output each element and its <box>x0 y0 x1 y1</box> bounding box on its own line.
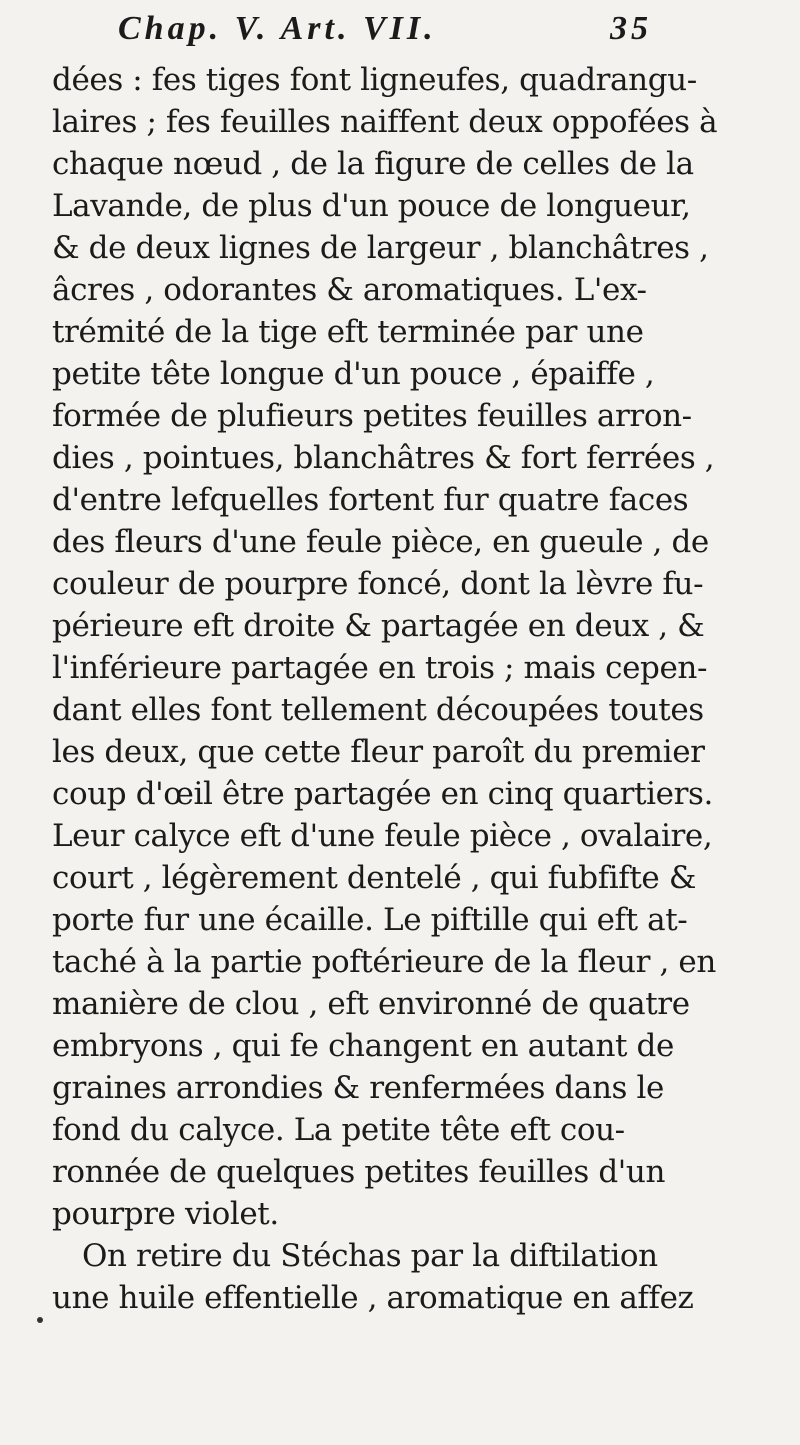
text-line: porte fur une écaille. Le piftille qui eft at- <box>52 902 688 938</box>
text-line: petite tête longue d'un pouce , épaiffe , <box>52 356 655 392</box>
text-line: Leur calyce eft d'une feule pièce , ovalaire, <box>52 818 713 854</box>
text-line: court , légèrement dentelé , qui fubfifte & <box>52 860 697 896</box>
text-line: graines arrondies & renfermées dans le <box>52 1070 664 1106</box>
text-line: périeure eft droite & partagée en deux , & <box>52 608 705 644</box>
text-line: dant elles font tellement découpées toutes <box>52 692 704 728</box>
text-line: embryons , qui fe changent en autant de <box>52 1028 674 1064</box>
text-line: les deux, que cette fleur paroît du premier <box>52 734 705 770</box>
running-head <box>118 10 658 62</box>
text-line: coup d'œil être partagée en cinq quartiers. <box>52 776 714 812</box>
text-line: ronnée de quelques petites feuilles d'un <box>52 1154 666 1190</box>
text-line: taché à la partie poftérieure de la fleur , en <box>52 944 716 980</box>
text-line: laires ; fes feuilles naiffent deux oppofées à <box>52 104 718 140</box>
text-line: formée de plufieurs petites feuilles arron- <box>52 398 692 434</box>
page-number: 35 <box>610 10 652 47</box>
text-line: Lavande, de plus d'un pouce de longueur, <box>52 188 691 224</box>
text-line: d'entre lefquelles fortent fur quatre faces <box>52 482 689 518</box>
text-line: trémité de la tige eft terminée par une <box>52 314 644 350</box>
ink-speck-icon <box>30 1310 50 1330</box>
text-line: des fleurs d'une feule pièce, en gueule , de <box>52 524 709 560</box>
chapter-heading: Chap. V. Art. VII. <box>118 10 437 47</box>
text-line: une huile effentielle , aromatique en affez <box>52 1280 694 1316</box>
text-line: âcres , odorantes & aromatiques. L'ex- <box>52 272 647 308</box>
text-line: & de deux lignes de largeur , blanchâtres , <box>52 230 709 266</box>
text-line: manière de clou , eft environné de quatre <box>52 986 690 1022</box>
text-line: On retire du Stéchas par la diftilation <box>82 1238 658 1274</box>
text-line: l'inférieure partagée en trois ; mais cepen- <box>52 650 708 686</box>
text-line: dies , pointues, blanchâtres & fort ferrées , <box>52 440 715 476</box>
text-line: pourpre violet. <box>52 1196 279 1232</box>
text-line: dées : fes tiges font ligneufes, quadrangu- <box>52 62 697 98</box>
text-line: couleur de pourpre foncé, dont la lèvre fu- <box>52 566 704 602</box>
text-line: chaque nœud , de la figure de celles de la <box>52 146 694 182</box>
text-line: fond du calyce. La petite tête eft cou- <box>52 1112 625 1148</box>
